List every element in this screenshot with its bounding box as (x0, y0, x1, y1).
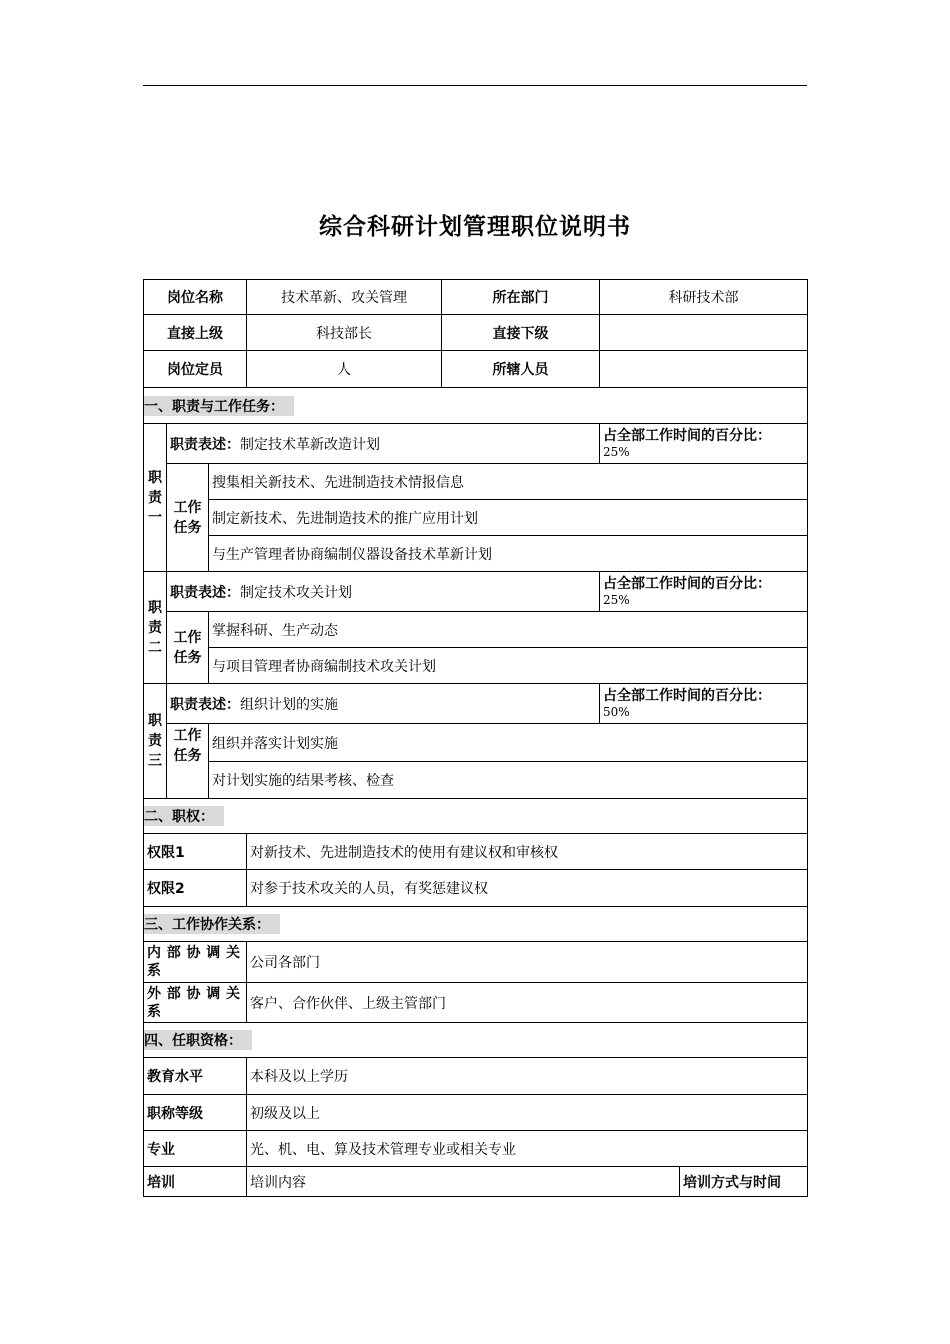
title-level-label: 职称等级 (144, 1095, 247, 1131)
major-value: 光、机、电、算及技术管理专业或相关专业 (247, 1131, 808, 1167)
section1-title-row (144, 388, 808, 424)
section2-title: 二、职权： (144, 806, 224, 826)
headcount-value: 人 (247, 351, 442, 388)
authority-row-2 (144, 870, 808, 907)
duty2-task-row (144, 612, 808, 648)
position-name-value: 技术革新、攻关管理 (247, 280, 442, 315)
superior-value: 科技部长 (247, 315, 442, 351)
section4-title: 四、任职资格： (144, 1030, 252, 1050)
authority-1-value: 对新技术、先进制造技术的使用有建议权和审核权 (247, 834, 808, 870)
duty3-desc: 职责表述：组织计划的实施 (167, 684, 600, 724)
duty1-task-2: 制定新技术、先进制造技术的推广应用计划 (209, 500, 808, 536)
qualification-row-education (144, 1058, 808, 1095)
duty3-label: 职责三 (144, 684, 167, 799)
external-collab-value: 客户、合作伙伴、上级主管部门 (247, 983, 808, 1023)
section2-title-row (144, 799, 808, 834)
major-label: 专业 (144, 1131, 247, 1167)
authority-2-label: 权限2 (144, 870, 247, 907)
header-row-3 (144, 351, 808, 388)
duty1-desc-row (144, 424, 808, 464)
qualification-row-title (144, 1095, 808, 1131)
position-description-table (143, 279, 808, 1197)
duty2-pct: 占全部工作时间的百分比： 25% (600, 572, 808, 612)
training-label: 培训 (144, 1167, 247, 1197)
duty2-task-1: 掌握科研、生产动态 (209, 612, 808, 648)
duty1-task-1: 搜集相关新技术、先进制造技术情报信息 (209, 464, 808, 500)
headcount-label: 岗位定员 (144, 351, 247, 388)
education-label: 教育水平 (144, 1058, 247, 1095)
document-title: 综合科研计划管理职位说明书 (319, 214, 631, 240)
duty3-task-row (144, 762, 808, 799)
education-value: 本科及以上学历 (247, 1058, 808, 1095)
duty1-task-row (144, 500, 808, 536)
header-row-1 (144, 280, 808, 315)
duty1-pct: 占全部工作时间的百分比： 25% (600, 424, 808, 464)
duty1-desc: 职责表述：制定技术革新改造计划 (167, 424, 600, 464)
duty3-task-row (144, 724, 808, 762)
duty3-pct: 占全部工作时间的百分比： 50% (600, 684, 808, 724)
duty1-task-3: 与生产管理者协商编制仪器设备技术革新计划 (209, 536, 808, 572)
duty3-task-1: 组织并落实计划实施 (209, 724, 808, 762)
duty1-task-row (144, 536, 808, 572)
department-value: 科研技术部 (600, 280, 808, 315)
duty3-desc-row (144, 684, 808, 724)
subordinate-value (600, 315, 808, 351)
duty2-task-2: 与项目管理者协商编制技术攻关计划 (209, 648, 808, 684)
qualification-row-major (144, 1131, 808, 1167)
duty1-task-label: 工作任务 (167, 464, 209, 572)
duty2-desc: 职责表述：制定技术攻关计划 (167, 572, 600, 612)
duty1-label: 职责一 (144, 424, 167, 572)
internal-collab-value: 公司各部门 (247, 942, 808, 983)
managed-staff-label: 所辖人员 (442, 351, 600, 388)
collab-row-external (144, 983, 808, 1023)
department-label: 所在部门 (442, 280, 600, 315)
duty3-task-2: 对计划实施的结果考核、检查 (209, 762, 808, 799)
qualification-row-training (144, 1167, 808, 1197)
section3-title-row (144, 907, 808, 942)
superior-label: 直接上级 (144, 315, 247, 351)
duty2-desc-row (144, 572, 808, 612)
section1-title: 一、职责与工作任务： (144, 396, 294, 416)
collab-row-internal (144, 942, 808, 983)
subordinate-label: 直接下级 (442, 315, 600, 351)
section4-title-row (144, 1023, 808, 1058)
duty2-label: 职责二 (144, 572, 167, 684)
internal-collab-label: 内部协调关 系 (144, 942, 247, 983)
training-method: 培训方式与时间 (680, 1167, 808, 1197)
header-row-2 (144, 315, 808, 351)
managed-staff-value (600, 351, 808, 388)
external-collab-label: 外部协调关 系 (144, 983, 247, 1023)
authority-1-label: 权限1 (144, 834, 247, 870)
duty2-task-row (144, 648, 808, 684)
training-content: 培训内容 (247, 1167, 680, 1197)
duty2-task-label: 工作任务 (167, 612, 209, 684)
section3-title: 三、工作协作关系： (144, 914, 280, 934)
title-level-value: 初级及以上 (247, 1095, 808, 1131)
header-rule (143, 85, 807, 86)
duty1-task-row (144, 464, 808, 500)
authority-2-value: 对参于技术攻关的人员，有奖惩建议权 (247, 870, 808, 907)
position-name-label: 岗位名称 (144, 280, 247, 315)
authority-row-1 (144, 834, 808, 870)
duty3-task-label: 工作任务 (167, 724, 209, 799)
